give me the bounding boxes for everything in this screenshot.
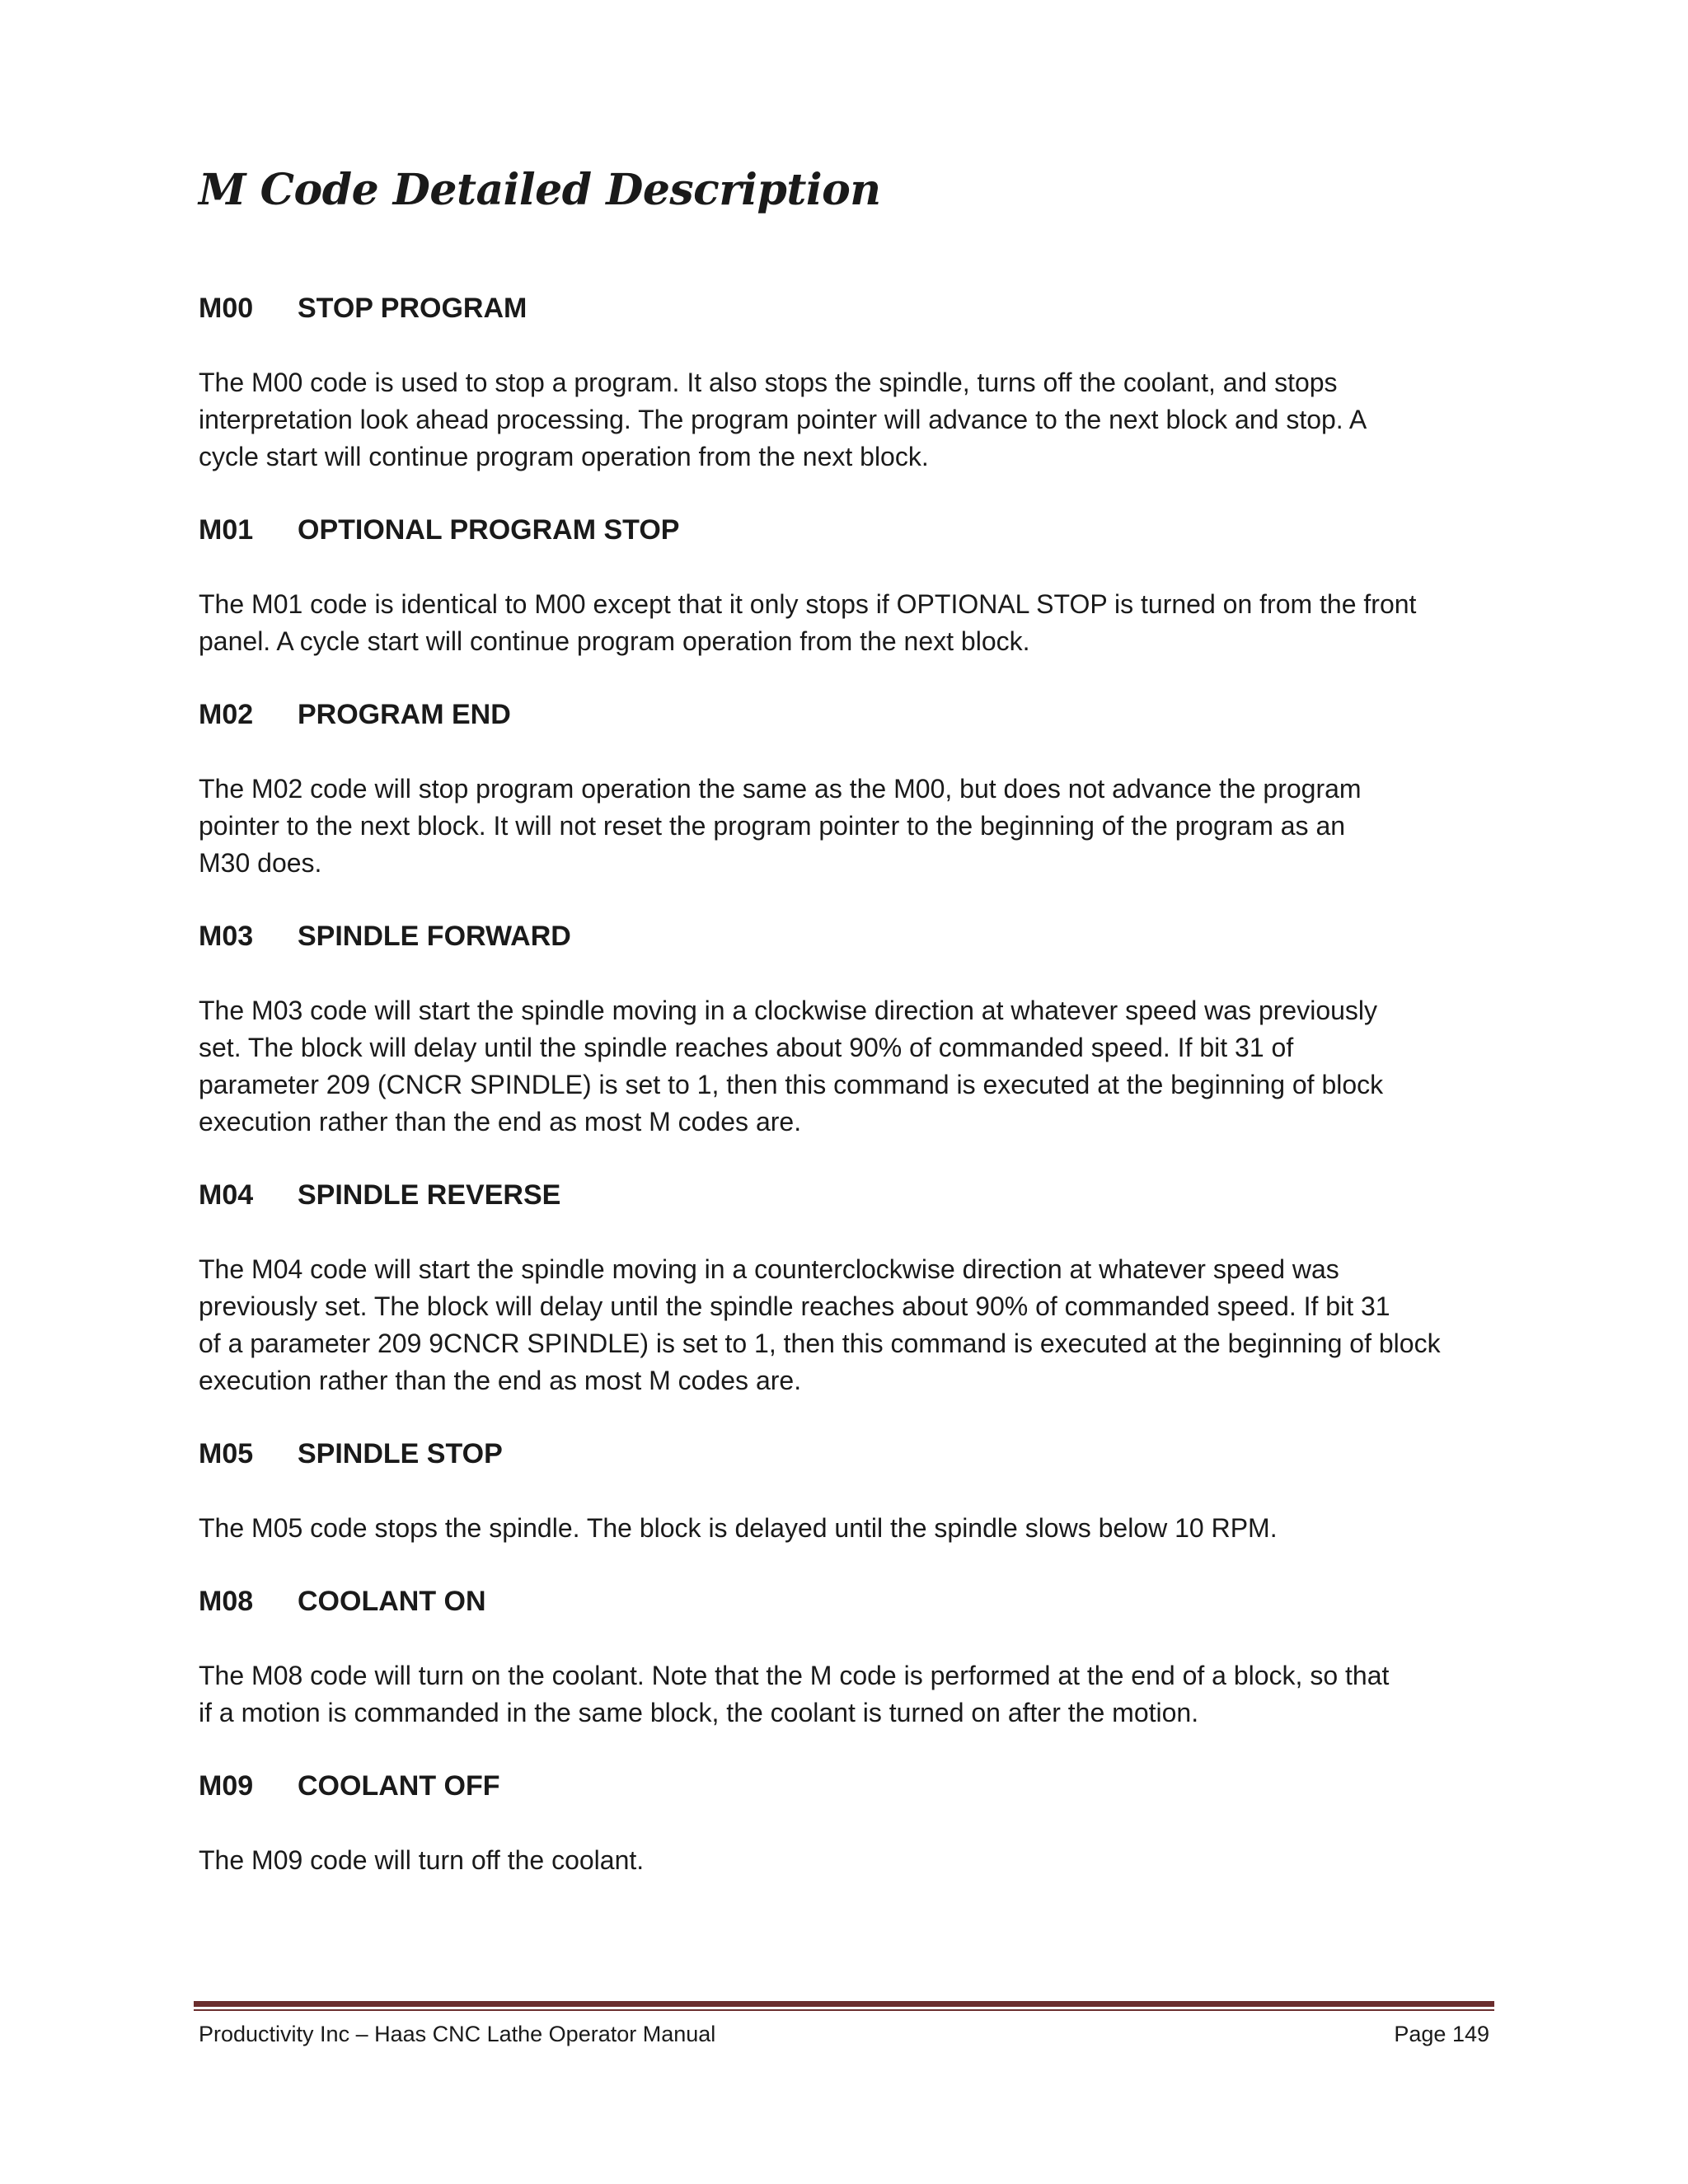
m-code: M08 — [199, 1586, 254, 1617]
section-body: The M09 code will turn off the coolant. — [199, 1845, 645, 1875]
footer-page-number: Page 149 — [1394, 2022, 1489, 2046]
page-footer — [199, 2018, 1489, 2050]
m-code: M04 — [199, 1179, 254, 1211]
m-code: M05 — [199, 1438, 254, 1469]
section-heading — [199, 1768, 1484, 1804]
m-code-name: STOP PROGRAM — [298, 293, 528, 324]
m-code-name: PROGRAM END — [298, 699, 511, 730]
page-title: M Code Detailed Description — [199, 165, 881, 215]
section-m02 — [199, 696, 1484, 882]
m-code: M00 — [199, 293, 254, 324]
section-body: The M00 code is used to stop a program. It also stops the spindle, turns off the coolant, and stops interpretation look ahead processing. The program pointer will advance to the next block and stop. A cycle start will continue program operation from the next block. — [199, 368, 1367, 471]
section-m00 — [199, 290, 1484, 476]
m-code-name: COOLANT OFF — [298, 1770, 500, 1802]
section-body: The M08 code will turn on the coolant. Note that the M code is performed at the end of a block, so that if a motion is commanded in the same block, the coolant is turned on after the motion. — [199, 1661, 1390, 1727]
section-heading — [199, 1177, 1484, 1213]
section-m04 — [199, 1177, 1484, 1399]
section-m03 — [199, 918, 1484, 1141]
section-body: The M05 code stops the spindle. The block is delayed until the spindle slows below 10 RPM. — [199, 1513, 1278, 1543]
section-heading — [199, 918, 1484, 954]
section-heading — [199, 696, 1484, 733]
section-m05 — [199, 1436, 1484, 1547]
section-heading — [199, 1583, 1484, 1619]
m-code: M02 — [199, 699, 254, 730]
m-code: M01 — [199, 514, 254, 546]
m-code-name: COOLANT ON — [298, 1586, 486, 1617]
section-m01 — [199, 512, 1484, 660]
m-code: M09 — [199, 1770, 254, 1802]
section-m08 — [199, 1583, 1484, 1732]
section-body: The M04 code will start the spindle moving in a counterclockwise direction at whatever speed was previously set. The block will delay until the spindle reaches about 90% of commanded speed. If bit 31 of a parameter 209 9CNCR SPINDLE) is set to 1, then this command is executed at the beginning of block execution rather than the end as most M codes are. — [199, 1254, 1441, 1395]
m-code-name: SPINDLE REVERSE — [298, 1179, 561, 1211]
section-body: The M01 code is identical to M00 except that it only stops if OPTIONAL STOP is turned on from the front panel. A cycle start will continue program operation from the next block. — [199, 589, 1417, 656]
section-m09 — [199, 1768, 1484, 1879]
m-code: M03 — [199, 921, 254, 952]
footer-divider-thick — [194, 2001, 1494, 2007]
m-code-name: SPINDLE FORWARD — [298, 921, 571, 952]
section-heading — [199, 512, 1484, 548]
section-heading — [199, 1436, 1484, 1472]
m-code-name: OPTIONAL PROGRAM STOP — [298, 514, 680, 546]
m-code-name: SPINDLE STOP — [298, 1438, 503, 1469]
footer-manual-title: Productivity Inc – Haas CNC Lathe Operator Manual — [199, 2022, 716, 2046]
section-heading — [199, 290, 1484, 326]
section-body: The M03 code will start the spindle moving in a clockwise direction at whatever speed was previously set. The block will delay until the spindle reaches about 90% of commanded speed. If bit 31 of parameter 209 (CNCR SPINDLE) is set to 1, then this command is executed at the beginning of block execution rather than the end as most M codes are. — [199, 996, 1384, 1137]
section-list — [199, 290, 1484, 1879]
footer-divider-thin — [194, 2009, 1494, 2011]
section-body: The M02 code will stop program operation the same as the M00, but does not advance the program pointer to the next block. It will not reset the program pointer to the beginning of the program as an M30 does. — [199, 774, 1362, 878]
